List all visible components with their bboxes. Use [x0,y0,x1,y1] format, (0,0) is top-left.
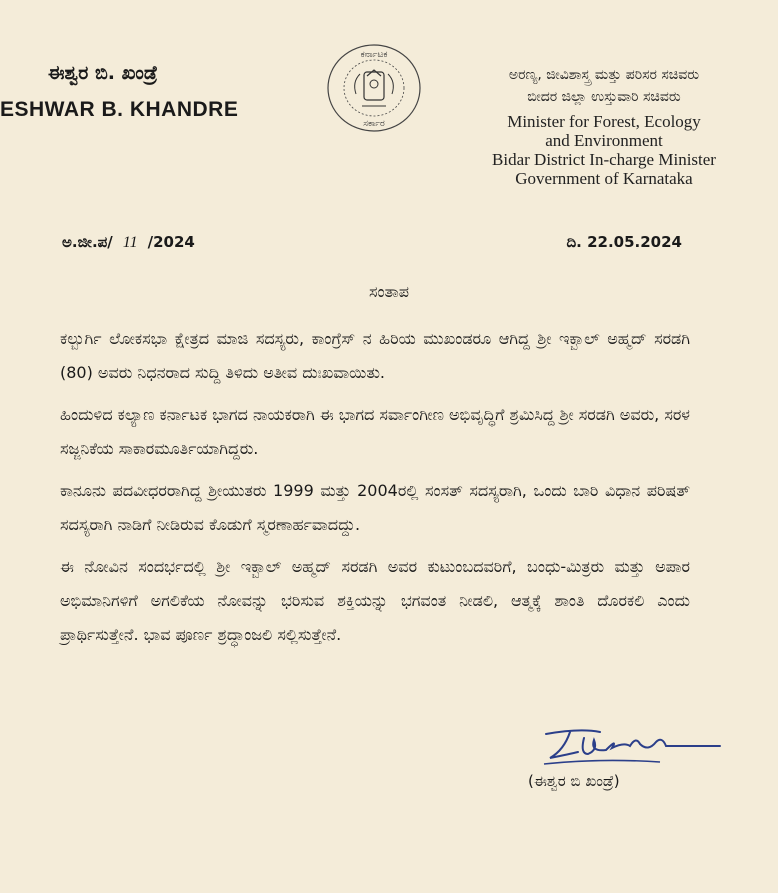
letter-subject: ಸಂತಾಪ [369,282,409,301]
paragraph-2: ಹಿಂದುಳಿದ ಕಲ್ಯಾಣ ಕರ್ನಾಟಕ ಭಾಗದ ನಾಯಕರಾಗಿ ಈ ಭಾಗದ ಸರ್ವಾಂಗೀಣ ಅಭಿವೃದ್ಧಿಗೆ ಶ್ರಮಿಸಿದ್ದ ಶ್ರೀ ಸರಡಗಿ ಅವರು, ಸರಳ ಸಜ್ಜನಿಕೆಯ ಸಾಕಾರಮೂರ್ತಿಯಾಗಿದ್ದರು. [60,405,690,458]
paragraph-4: ಈ ನೋವಿನ ಸಂದರ್ಭದಲ್ಲಿ ಶ್ರೀ ಇಕ್ಬಾಲ್ ಅಹ್ಮದ್ ಸರಡಗಿ ಅವರ ಕುಟುಂಬದವರಿಗೆ, ಬಂಧು-ಮಿತ್ರರು ಮತ್ತು ಅಪಾರ ಅಭಿಮಾನಿಗಳಿಗೆ ಅಗಲಿಕೆಯ ನೋವನ್ನು ಭರಿಸುವ ಶಕ್ತಿಯನ್ನು ಭಗವಂತ ನೀಡಲಿ, ಆತ್ಮಕ್ಕೆ ಶಾಂತಿ ದೊರಕಲಿ ಎಂದು ಪ್ರಾರ್ಥಿಸುತ್ತೇನೆ. ಭಾವ ಪೂರ್ಣ ಶ್ರದ್ಧಾಂಜಲಿ ಸಲ್ಲಿಸುತ್ತೇನೆ. [60,557,690,644]
letter-date: ದಿ. 22.05.2024 [566,233,682,251]
handwritten-signature-icon [540,724,730,770]
signer-name: (ಈಶ್ವರ ಬಿ ಖಂಡ್ರೆ) [528,772,620,790]
emblem-bottom-text: ಸರ್ಕಾರ [363,119,385,129]
karnataka-emblem-icon [324,42,424,134]
designation-english-line-4: Government of Karnataka [515,169,693,188]
minister-name-kannada: ಈಶ್ವರ ಬಿ. ಖಂಡ್ರೆ [48,62,158,84]
emblem-top-text: ಕರ್ನಾಟಕ [360,50,388,60]
designation-english-line-3: Bidar District In-charge Minister [492,150,716,169]
designation-english-line-1: Minister for Forest, Ecology [507,112,701,131]
reference-number [62,233,195,252]
minister-name-english: ESHWAR B. KHANDRE [0,98,239,121]
paragraph-3: ಕಾನೂನು ಪದವೀಧರರಾಗಿದ್ದ ಶ್ರೀಯುತರು 1999 ಮತ್ತು 2004ರಲ್ಲಿ ಸಂಸತ್ ಸದಸ್ಯರಾಗಿ, ಒಂದು ಬಾರಿ ವಿಧಾನ ಪರಿಷತ್ ಸದಸ್ಯರಾಗಿ ನಾಡಿಗೆ ನೀಡಿರುವ ಕೊಡುಗೆ ಸ್ಮರಣಾರ್ಹವಾದದ್ದು. [60,481,690,534]
paragraph-1: ಕಲ್ಬುರ್ಗಿ ಲೋಕಸಭಾ ಕ್ಷೇತ್ರದ ಮಾಜಿ ಸದಸ್ಯರು, ಕಾಂಗ್ರೆಸ್ ನ ಹಿರಿಯ ಮುಖಂಡರೂ ಆಗಿದ್ದ ಶ್ರೀ ಇಕ್ಬಾಲ್ ಅಹ್ಮದ್ ಸರಡಗಿ (80) ಅವರು ನಿಧನರಾದ ಸುದ್ದಿ ತಿಳಿದು ಅತೀವ ದುಃಖವಾಯಿತು. [60,329,690,382]
reference-serial: 11 [122,234,138,251]
minister-designation [454,64,754,188]
reference-year: /2024 [147,233,195,251]
designation-kannada-line-2: ಬೀದರ ಜಿಲ್ಲಾ ಉಸ್ತುವಾರಿ ಸಚಿವರು [527,89,681,105]
designation-kannada-line-1: ಅರಣ್ಯ, ಜೀವಿಶಾಸ್ತ್ರ ಮತ್ತು ಪರಿಸರ ಸಚಿವರು [508,67,700,83]
designation-english-line-2: and Environment [545,131,663,150]
reference-prefix: ಅ.ಜೀ.ಪ/ [62,233,113,251]
letter-body [60,322,690,660]
